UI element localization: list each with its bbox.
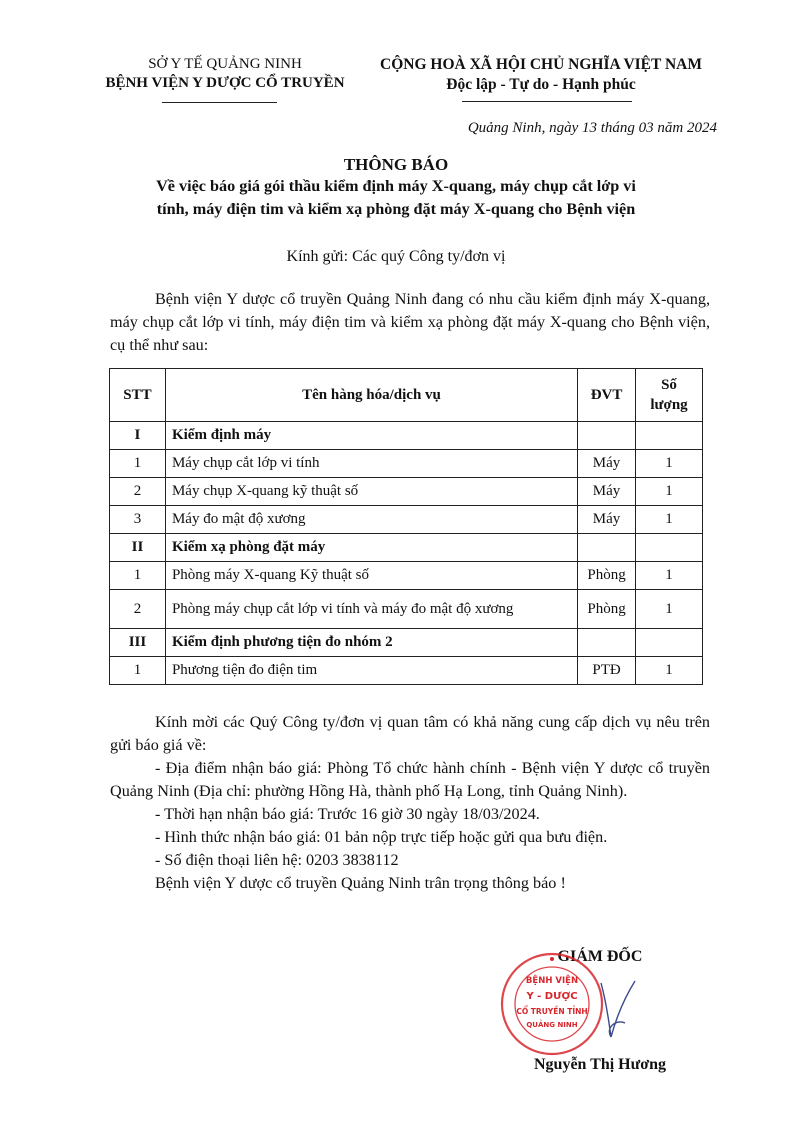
nation-name: CỘNG HOÀ XÃ HỘI CHỦ NGHĨA VIỆT NAM <box>380 56 702 73</box>
stamp-line2: Y - DƯỢC <box>526 991 578 1002</box>
org-underline <box>162 102 277 103</box>
row-stt: 1 <box>110 562 166 590</box>
row-qty <box>636 534 703 562</box>
row-name: Kiểm định máy <box>165 422 577 450</box>
stamp-line3: CỔ TRUYỀN TỈNH <box>516 1007 588 1016</box>
row-qty: 1 <box>636 478 703 506</box>
closing-text: Bệnh viện Y dược cổ truyền Quảng Ninh trân trọng thông báo ! <box>155 874 566 892</box>
service-table <box>109 368 703 685</box>
row-unit <box>578 534 636 562</box>
row-qty: 1 <box>636 562 703 590</box>
row-stt: 1 <box>110 657 166 685</box>
header-stt: STT <box>110 369 166 422</box>
table-row <box>110 590 703 629</box>
row-qty: 1 <box>636 590 703 629</box>
row-unit: PTĐ <box>578 657 636 685</box>
row-name: Phòng máy X-quang Kỹ thuật số <box>165 562 577 590</box>
row-name: Máy chụp X-quang kỹ thuật số <box>165 478 577 506</box>
date-line: Quảng Ninh, ngày 13 tháng 03 năm 2024 <box>467 120 717 136</box>
row-stt: 3 <box>110 506 166 534</box>
org-department: SỞ Y TẾ QUẢNG NINH <box>148 56 302 72</box>
intro-paragraph <box>110 288 710 357</box>
stamp-line1: BỆNH VIỆN <box>525 976 579 986</box>
row-qty: 1 <box>636 506 703 534</box>
invite-text: Kính mời các Quý Công ty/đơn vị quan tâm có khả năng cung cấp dịch vụ nêu trên gửi báo giá về: <box>110 713 710 754</box>
table-row <box>110 422 703 450</box>
row-unit: Máy <box>578 506 636 534</box>
row-unit <box>578 629 636 657</box>
table-row <box>110 629 703 657</box>
bullet-phone: - Số điện thoại liên hệ: 0203 3838112 <box>155 851 399 869</box>
row-qty: 1 <box>636 657 703 685</box>
request-section <box>110 711 710 895</box>
row-unit: Máy <box>578 478 636 506</box>
row-stt: II <box>110 534 166 562</box>
row-qty <box>636 422 703 450</box>
row-qty <box>636 629 703 657</box>
row-qty: 1 <box>636 450 703 478</box>
row-unit: Máy <box>578 450 636 478</box>
table-row <box>110 450 703 478</box>
header-unit: ĐVT <box>578 369 636 422</box>
stamp-line4: QUẢNG NINH <box>526 1021 578 1029</box>
row-name: Phòng máy chụp cắt lớp vi tính và máy đo mật độ xương <box>165 590 577 629</box>
organization-header <box>80 55 370 93</box>
bullet-method: - Hình thức nhận báo giá: 01 bản nộp trực tiếp hoặc gửi qua bưu điện. <box>155 828 608 846</box>
document-subtitle-line2: tính, máy điện tim và kiểm xạ phòng đặt máy X-quang cho Bệnh viện <box>156 200 636 218</box>
document-subtitle-line1: Về việc báo giá gói thầu kiểm định máy X-quang, máy chụp cắt lớp vi <box>156 177 636 195</box>
row-unit: Phòng <box>578 562 636 590</box>
row-stt: 2 <box>110 590 166 629</box>
table-row <box>110 657 703 685</box>
table-row <box>110 506 703 534</box>
intro-text: Bệnh viện Y dược cổ truyền Quảng Ninh đang có nhu cầu kiểm định máy X-quang, máy chụp cắt lớp vi tính, máy điện tim và kiểm xạ phòng đặt máy X-quang cho Bệnh viện, cụ thể như sau: <box>110 290 710 354</box>
table-row <box>110 478 703 506</box>
document-title: THÔNG BÁO <box>343 155 449 174</box>
row-stt: 2 <box>110 478 166 506</box>
header-qty-line1: Số <box>661 377 677 393</box>
row-stt: 1 <box>110 450 166 478</box>
row-name: Kiểm định phương tiện đo nhóm 2 <box>165 629 577 657</box>
row-name: Kiểm xạ phòng đặt máy <box>165 534 577 562</box>
national-header <box>362 55 720 95</box>
table-row <box>110 562 703 590</box>
table-body <box>110 422 703 685</box>
bullet-deadline: - Thời hạn nhận báo giá: Trước 16 giờ 30 ngày 18/03/2024. <box>155 805 540 823</box>
header-qty <box>636 369 703 422</box>
row-name: Phương tiện đo điện tim <box>165 657 577 685</box>
row-name: Máy chụp cắt lớp vi tính <box>165 450 577 478</box>
recipient-line: Kính gửi: Các quý Công ty/đơn vị <box>286 248 506 265</box>
nation-motto: Độc lập - Tự do - Hạnh phúc <box>446 76 636 93</box>
table-header-row <box>110 369 703 422</box>
header-qty-line2: lượng <box>650 397 688 413</box>
row-stt: III <box>110 629 166 657</box>
header-name: Tên hàng hóa/dịch vụ <box>165 369 577 422</box>
signer-name: Nguyễn Thị Hương <box>534 1056 666 1073</box>
motto-underline <box>462 101 632 102</box>
bullet-location: - Địa điểm nhận báo giá: Phòng Tổ chức hành chính - Bệnh viện Y dược cổ truyền Quảng Ninh (Địa chỉ: phường Hồng Hà, thành phố Hạ Long, tỉnh Quảng Ninh). <box>110 759 710 800</box>
row-name: Máy đo mật độ xương <box>165 506 577 534</box>
table-row <box>110 534 703 562</box>
row-unit: Phòng <box>578 590 636 629</box>
org-hospital: BỆNH VIỆN Y DƯỢC CỔ TRUYỀN <box>105 75 345 91</box>
row-stt: I <box>110 422 166 450</box>
row-unit <box>578 422 636 450</box>
handwritten-signature-icon <box>595 975 640 1045</box>
signer-position: GIÁM ĐỐC <box>557 948 643 965</box>
